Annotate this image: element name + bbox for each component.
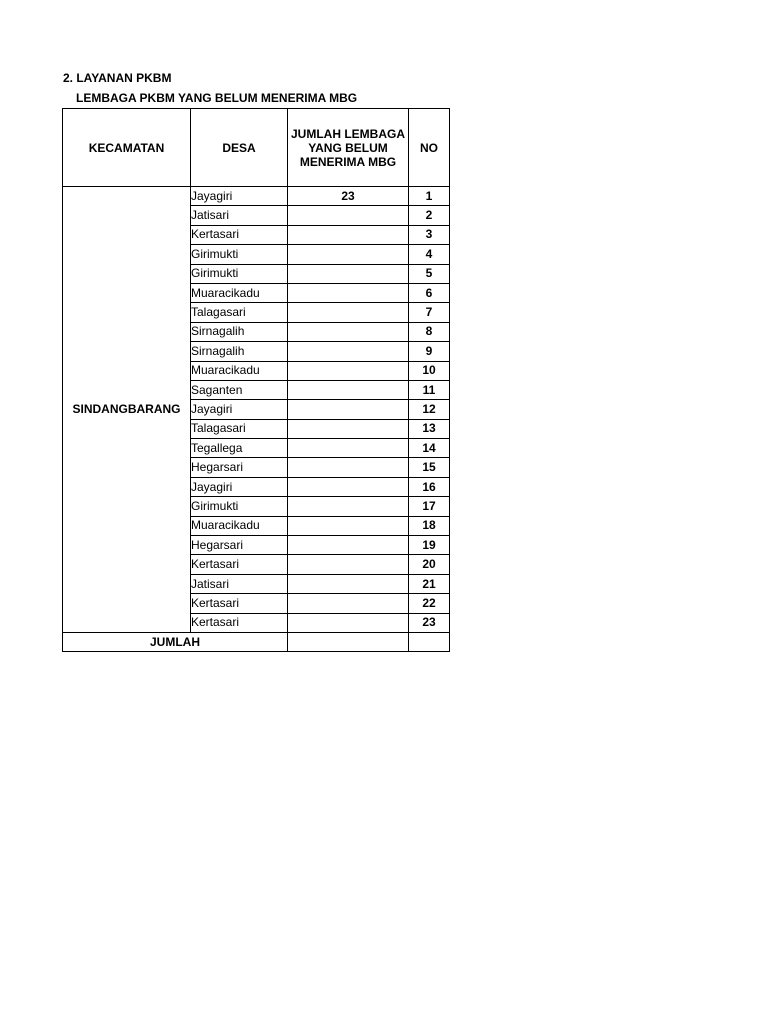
no-cell: 15 bbox=[409, 458, 450, 477]
desa-cell: Muaracikadu bbox=[191, 361, 288, 380]
desa-cell: Jatisari bbox=[191, 574, 288, 593]
total-row bbox=[63, 632, 450, 651]
jumlah-cell bbox=[288, 264, 409, 283]
no-cell: 11 bbox=[409, 380, 450, 399]
jumlah-cell bbox=[288, 400, 409, 419]
jumlah-cell bbox=[288, 555, 409, 574]
desa-cell: Kertasari bbox=[191, 555, 288, 574]
desa-cell: Girimukti bbox=[191, 497, 288, 516]
no-cell: 20 bbox=[409, 555, 450, 574]
jumlah-cell bbox=[288, 342, 409, 361]
no-cell: 12 bbox=[409, 400, 450, 419]
desa-cell: Kertasari bbox=[191, 594, 288, 613]
desa-cell: Muaracikadu bbox=[191, 283, 288, 302]
desa-cell: Jayagiri bbox=[191, 477, 288, 496]
desa-cell: Kertasari bbox=[191, 225, 288, 244]
table-title: LEMBAGA PKBM YANG BELUM MENERIMA MBG bbox=[76, 91, 358, 105]
no-cell: 8 bbox=[409, 322, 450, 341]
desa-cell: Muaracikadu bbox=[191, 516, 288, 535]
jumlah-cell bbox=[288, 594, 409, 613]
desa-cell: Hegarsari bbox=[191, 536, 288, 555]
no-cell: 19 bbox=[409, 536, 450, 555]
table-header-row bbox=[63, 109, 450, 187]
no-cell: 13 bbox=[409, 419, 450, 438]
section-title: 2. LAYANAN PKBM bbox=[63, 71, 172, 85]
header-kecamatan: KECAMATAN bbox=[63, 109, 191, 187]
total-jumlah-cell bbox=[288, 632, 409, 651]
jumlah-cell bbox=[288, 283, 409, 302]
jumlah-cell bbox=[288, 361, 409, 380]
no-cell: 5 bbox=[409, 264, 450, 283]
desa-cell: Jatisari bbox=[191, 206, 288, 225]
no-cell: 17 bbox=[409, 497, 450, 516]
no-cell: 6 bbox=[409, 283, 450, 302]
header-no: NO bbox=[409, 109, 450, 187]
desa-cell: Talagasari bbox=[191, 419, 288, 438]
no-cell: 23 bbox=[409, 613, 450, 632]
no-cell: 22 bbox=[409, 594, 450, 613]
jumlah-cell bbox=[288, 516, 409, 535]
no-cell: 16 bbox=[409, 477, 450, 496]
no-cell: 9 bbox=[409, 342, 450, 361]
no-cell: 3 bbox=[409, 225, 450, 244]
jumlah-cell bbox=[288, 613, 409, 632]
desa-cell: Sirnagalih bbox=[191, 322, 288, 341]
jumlah-cell bbox=[288, 574, 409, 593]
jumlah-cell bbox=[288, 303, 409, 322]
desa-cell: Tegallega bbox=[191, 439, 288, 458]
total-no-cell bbox=[409, 632, 450, 651]
no-cell: 21 bbox=[409, 574, 450, 593]
jumlah-cell bbox=[288, 322, 409, 341]
no-cell: 2 bbox=[409, 206, 450, 225]
jumlah-cell bbox=[288, 225, 409, 244]
jumlah-cell bbox=[288, 380, 409, 399]
no-cell: 14 bbox=[409, 439, 450, 458]
table-row bbox=[63, 187, 450, 206]
pkbm-table bbox=[62, 108, 450, 652]
table-body bbox=[63, 187, 450, 652]
jumlah-cell bbox=[288, 458, 409, 477]
no-cell: 7 bbox=[409, 303, 450, 322]
jumlah-cell bbox=[288, 536, 409, 555]
kecamatan-cell: SINDANGBARANG bbox=[63, 187, 191, 633]
desa-cell: Jayagiri bbox=[191, 187, 288, 206]
jumlah-cell bbox=[288, 439, 409, 458]
jumlah-cell: 23 bbox=[288, 187, 409, 206]
jumlah-cell bbox=[288, 206, 409, 225]
no-cell: 1 bbox=[409, 187, 450, 206]
no-cell: 10 bbox=[409, 361, 450, 380]
desa-cell: Girimukti bbox=[191, 245, 288, 264]
desa-cell: Jayagiri bbox=[191, 400, 288, 419]
jumlah-cell bbox=[288, 497, 409, 516]
desa-cell: Kertasari bbox=[191, 613, 288, 632]
no-cell: 18 bbox=[409, 516, 450, 535]
jumlah-cell bbox=[288, 245, 409, 264]
header-jumlah: JUMLAH LEMBAGA YANG BELUM MENERIMA MBG bbox=[288, 109, 409, 187]
desa-cell: Talagasari bbox=[191, 303, 288, 322]
no-cell: 4 bbox=[409, 245, 450, 264]
desa-cell: Hegarsari bbox=[191, 458, 288, 477]
desa-cell: Girimukti bbox=[191, 264, 288, 283]
header-desa: DESA bbox=[191, 109, 288, 187]
desa-cell: Sirnagalih bbox=[191, 342, 288, 361]
jumlah-cell bbox=[288, 419, 409, 438]
desa-cell: Saganten bbox=[191, 380, 288, 399]
jumlah-cell bbox=[288, 477, 409, 496]
total-label: JUMLAH bbox=[63, 632, 288, 651]
